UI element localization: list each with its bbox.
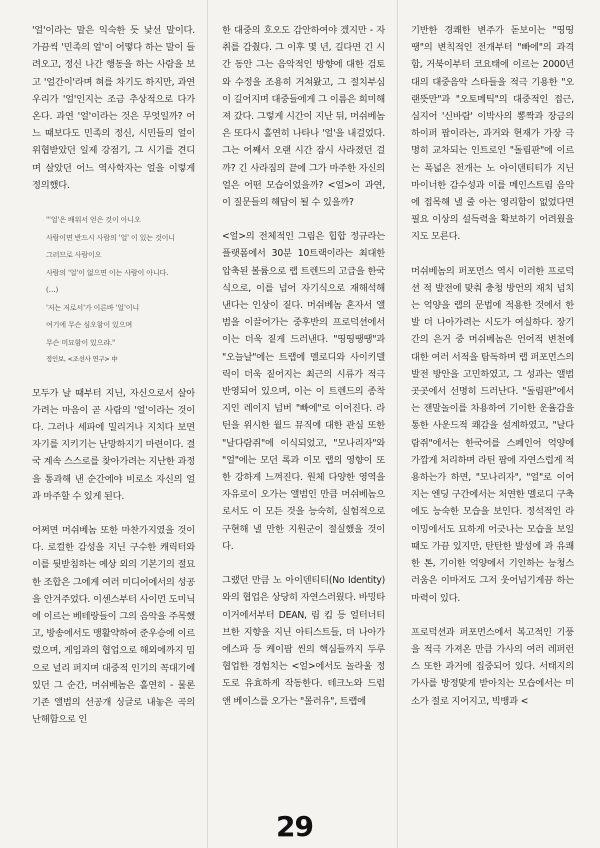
paragraph: 기반한 경쾌한 변주가 돋보이는 "띵띵땡"의 변칙적인 전개부터 "빠에"의 과격함, 거북이부터 코요태에 이르는 2000년대의 대중음악 스타들을 적극 기용한 "오랜뜻만"과 "오토메틱"의 대중적인 접근, 심지어 '신바람' 이박사의 뽕짝과 장금의 하이퍼 팝이라는, 과거와 현재가 가장 극명히 교차되는 인트로인 "돌림판"에 이르는 폭넓은 전개는 노 아이덴티티가 지닌 마이너한 감수성과 이를 메인스트림 음악에 접목해 낼 줄 아는 영리함이 없었다면 필요 이상의 설득력을 확보하기 어려웠을지도 모른다. [411, 25, 574, 243]
paragraph: 어쩌면 머쉬베놈 또한 마찬가지였을 것이다. 로컬한 감성을 지닌 구수한 캐릭터와 이를 뒷받침하는 예상 외의 기본기의 절묘한 조합은 그에게 여러 미디어에서의 성공을 안겨주었다. 이센스부터 사이먼 도미닉에 이르는 베테랑들이 그의 음악을 주목했고, 방송에서도 맹활약하여 준우승에 이르렀으며, 게임과의 협업으로 해외에까지 밈으로 널리 퍼지며 대중적 인기의 꼭대기에 있던 그 순간, 머쉬베놈은 홀연히 - 물론 기존 앨범의 선공개 싱글로 내놓은 곡의 난해함으로 인 [32, 524, 195, 726]
column-2 [222, 22, 385, 710]
column-1 [32, 22, 195, 728]
paragraph: 모두가 날 때부터 지닌, 자신으로서 살아가려는 마음이 곧 사람의 '얼'이라는 것이다. 그러나 세파에 밀리거나 지치다 보면 자기를 지키기는 난망하지기 마련이다. 결국 계속 스스로를 찾아가려는 지난한 과정을 통과해 낸 순간에야 비로소 자신의 얼과 마주할 수 있게 된다. [32, 387, 195, 502]
quote-block [46, 211, 195, 369]
quote-line: 무슨 미묘함이 있으랴." [46, 337, 116, 347]
quote-line: '저는 저로서'가 이른바 '얼'이니 [46, 302, 139, 312]
quote-line: 여기에 무슨 심오함이 있으며 [46, 320, 132, 330]
paragraph: 그랬던 만큼 노 아이덴티티(No Identity)와의 협업은 상당히 자연스러웠다. 바밍타이거에서부터 DEAN, 림 킴 등 얼터너티브한 지향을 지닌 아티스트들, 더 나아가 에스파 등 케이팝 씬의 핵심들까지 두루 협업한 경험치는 <얼>에서도 놀라울 정도로 유효하게 작동한다. 테크노와 드럼 앤 베이스를 오가는 "몰러유", 트랩에 [222, 575, 385, 707]
column-3 [411, 22, 574, 710]
paragraph: 프로덕션과 퍼포먼스에서 복고적인 기풍을 적극 가져온 만큼 가사의 여러 레퍼런스 또한 과거에 집중되어 있다. 서태지의 가사를 방정맞게 받아치는 모습에서는 미소가 절로 지어지고, 빅뱅과 < [411, 626, 574, 707]
paragraph: 머쉬베놈의 퍼포먼스 역시 이러한 프로덕션 적 발전에 맞춰 충청 방언의 재치 넘치는 억양을 랩의 문법에 적용한 것에서 한발 더 나아가려는 시도가 여실하다. 장기간의 은거 중 머쉬베놈은 언어적 변천에 대한 여러 서적을 탐독하며 랩 퍼포먼스의 발전 방안을 고민하였고, 그 성과는 앨범 곳곳에서 선명히 드러난다. "돌림판"에서는 잰말놀이를 차용하여 기이한 운율감을 통한 사운드적 쾌감을 설계하였고, "날다람쥐"에서는 한국어를 스페인어 억양에 가깝게 처리하며 라틴 팝에 자연스럽게 적용하는가 하면, "모나리자", "얼"로 이어지는 엔딩 구간에서는 처연한 멜로디 구축에도 능숙한 모습을 보인다. 정석적인 라이밍에서도 묘하게 어긋나는 모습을 보일 때도 가끔 있지만, 탄탄한 발성에 과 유쾌한 톤, 기이한 억양에서 기인하는 능청스러움은 이마저도 그저 웃어넘기게끔 하는 마력이 있다. [411, 265, 574, 604]
paragraph: 한 대중의 호오도 감안하여야 겠지만 - 자취를 감췄다. 그 이후 몇 년, 길다면 긴 시간 동안 그는 음악적인 방향에 대한 검토와 수정을 조용히 거쳐왔고, 그 절치부심이 길어지며 대중들에게 그 이름은 희미해져 갔다. 그렇게 시간이 지난 뒤, 머쉬베놈은 또다시 홀연히 나타나 '얼'을 내걸었다. 그는 어째서 오랜 시간 잠시 사라졌던 걸까? 긴 사라짐의 끝에 그가 마주한 자신의 얼은 어떤 모습이었을까? <얼>이 과연, 이 질문들의 해답이 될 수 있을까? [222, 25, 385, 209]
column-divider [397, 0, 398, 848]
quote-line: 그러므로 사람이오 [46, 250, 102, 260]
quote-citation: 정인보, <조선사 연구> 中 [46, 355, 118, 364]
paragraph: <얼>의 전체적인 그림은 힙합 정규라는 플랫폼에서 30분 10트랙이라는 최대한 압축된 볼륨으로 랩 트렌드의 고급을 한국식으로, 이를 넘어 자기식으로 재해석해 낸다는 인상이 짙다. 머쉬베놈 혼자서 앨범을 이끌어가는 중후반의 프로덕션에서 이는 더욱 짙게 드러낸다. "띵띵땡땡"과 "오늘날"에는 트랩에 멜로디와 사이키델릭이 더욱 짙어지는 최근의 시류가 적극 반영되어 있으며, 이는 이 트렌드의 종착지인 레이지 넘버 "빠에"로 이어진다. 라틴을 위시한 월드 뮤직에 대한 관심 또한 "날다람쥐"에 이식되었고, "모나리자"와 "얼"에는 모던 록과 이모 랩의 영향이 또한 강하게 느껴진다. 원체 다양한 영역을 자유로이 오가는 앨범인 만큼 머쉬베놈으로서도 이 모든 것을 능숙히, 실험적으로 구현해 낼 만한 지원군이 절실했을 것이다. [222, 231, 385, 552]
quote-line: (…) [46, 285, 59, 295]
paragraph: '얼'이라는 말은 익숙한 듯 낯선 말이다. 가끔씩 '민족의 얼'이 어떻다 하는 말이 들려오고, 정신 나간 행동을 하는 사람을 보고 '얼간이'라며 혀를 차기도 하지만, 과연 우리가 '얼'인지는 조금 추상적으로 다가온다. 과연 '얼'이라는 것은 무엇일까? 어느 때보다도 민족의 정신, 시민들의 얼이 위협받았던 일제 강점기, 그 시기를 견디며 살았던 어느 역사학자는 얼을 이렇게 정의했다. [32, 25, 195, 191]
page-number: 29 [276, 810, 313, 843]
column-divider [207, 0, 208, 848]
quote-line: "'얼'은 배워서 얻은 것이 아니오 [46, 215, 141, 225]
quote-line: 사람이면 반드시 사람의 '얼' 이 있는 것이니 [46, 232, 175, 242]
quote-line: 사람의 '얼'이 없으면 이는 사람이 아니다. [46, 267, 169, 277]
